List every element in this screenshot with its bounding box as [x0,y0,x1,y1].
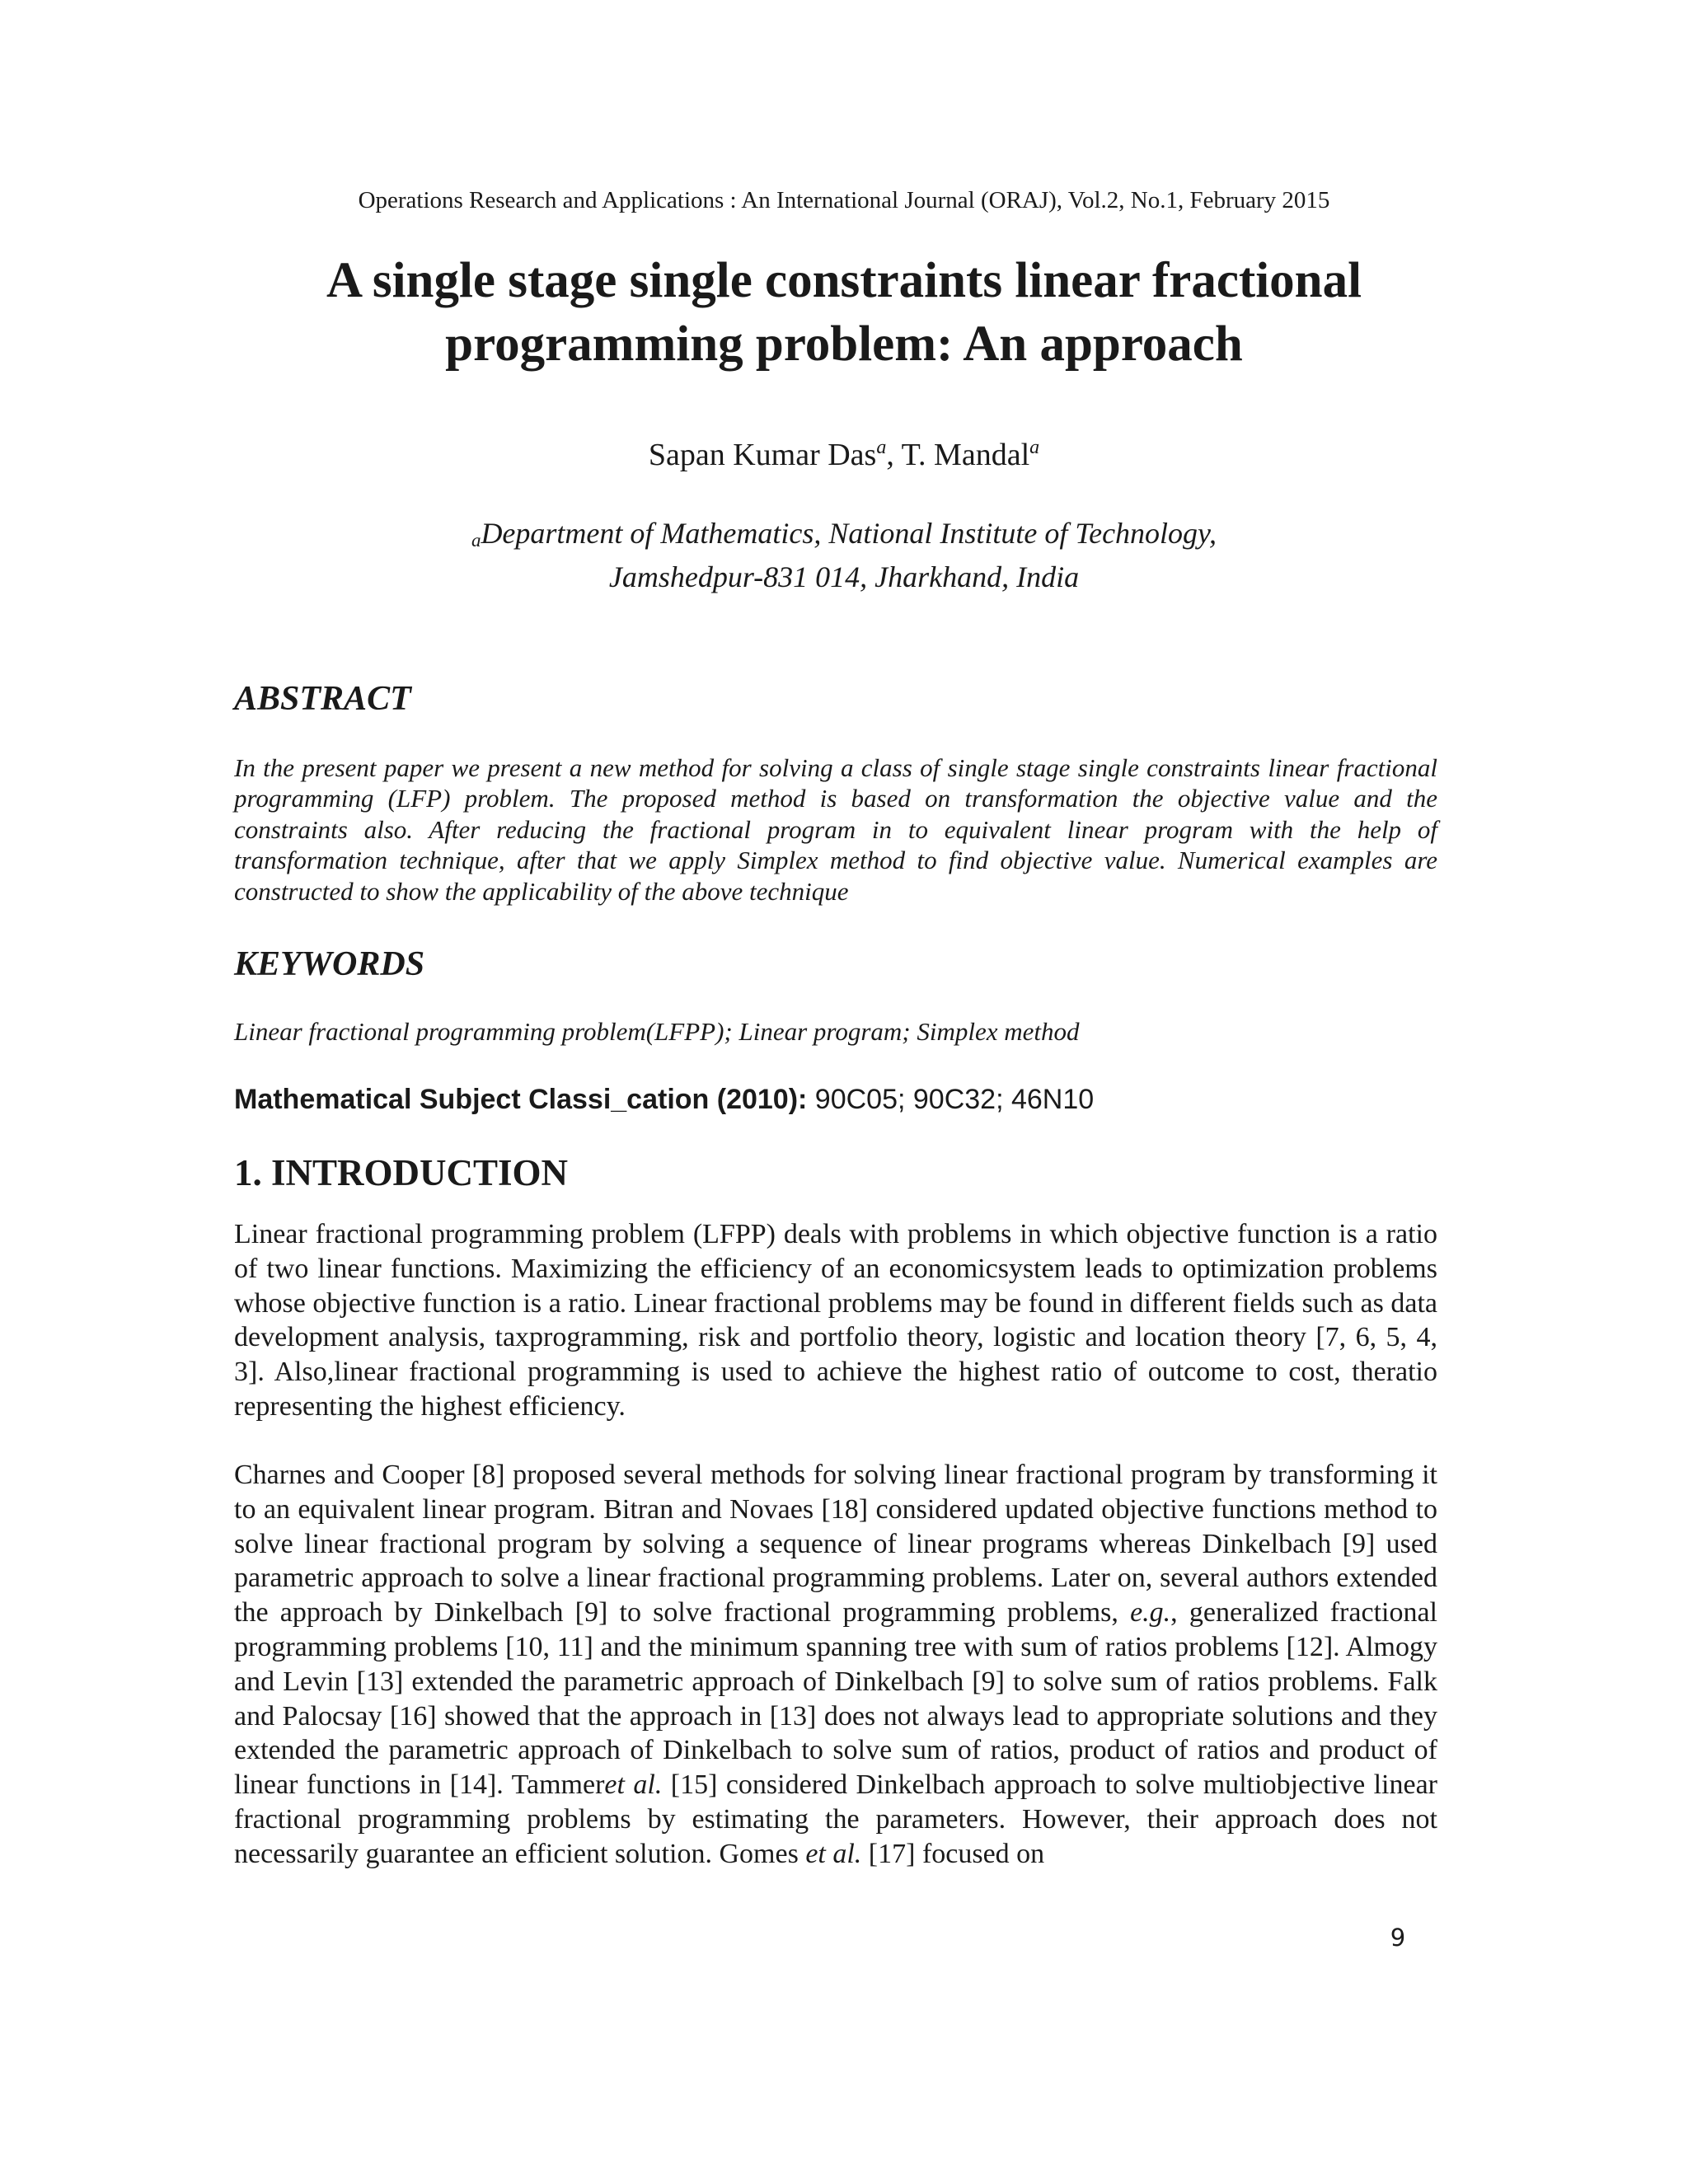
msc-codes: 90C05; 90C32; 46N10 [807,1084,1095,1115]
affiliation-line-1 [0,515,1688,559]
affiliation-mark: a [876,437,887,458]
page-number: 9 [1390,1924,1406,1952]
paper-title [185,249,1503,376]
affiliation-line-2: Jamshedpur-831 014, Jharkhand, India [608,560,1080,593]
paragraph-text: [17] focused on [861,1838,1045,1869]
paragraph-italic-text: e.g. [1130,1597,1171,1629]
paragraph-italic-text: et al. [604,1769,663,1801]
abstract-heading: ABSTRACT [234,680,411,718]
paragraph-italic-text: et al. [805,1838,862,1869]
keywords-text: Linear fractional programming problem(LFPP); Linear program; Simplex method [234,1017,1080,1046]
author-name: Sapan Kumar Das [648,438,877,472]
paragraph-text: , generalized fractional programming problems [10, 11] and the minimum spanning tree with sum of ratios problems [12]. Almogy and Levin [13] extended the parametric approach of Dinkelbach [9] to solve sum of ratios problems. Falk and Palocsay [16] showed that the approach in [13] does not always lead to appropriate solutions and they extended the parametric approach of Dinkelbach to solve sum of ratios, product of ratios and product of linear functions in [14]. Tammer [234,1597,1437,1801]
introduction-paragraph-2 [234,1458,1437,1872]
running-header: Operations Research and Applications : An International Journal (ORAJ), Vol.2, No.1, February 2015 [358,187,1330,213]
introduction-paragraph-1: Linear fractional programming problem (LFPP) deals with problems in which objective function is a ratio of two linear functions. Maximizing the efficiency of an economicsystem leads to optimization problems whose objective function is a ratio. Linear fractional problems may be found in different fields such as data development analysis, taxprogramming, risk and portfolio theory, logistic and location theory [7, 6, 5, 4, 3]. Also,linear fractional programming is used to achieve the highest ratio of outcome to cost, theratio representing the highest efficiency. [234,1219,1437,1422]
introduction-heading: 1. INTRODUCTION [234,1152,569,1193]
msc-label: Mathematical Subject Classi_cation (2010): [234,1084,808,1115]
paper-title-line-2: programming problem: An approach [445,316,1243,372]
paper-title-line-1: A single stage single constraints linear fractional [326,253,1362,308]
author-separator: , [886,438,902,472]
msc-classification [234,1082,1437,1117]
affiliation-mark: a [1029,437,1040,458]
author-affiliation [0,515,1688,595]
paragraph-text: Charnes and Cooper [8] proposed several methods for solving linear fractional program by transforming it to an equivalent linear program. Bitran and Novaes [18] considered updated objective functions method to solve linear fractional program by solving a sequence of linear programs whereas Dinkelbach [9] used parametric approach to solve a linear fractional programming problems. Later on, several authors extended the approach by Dinkelbach [9] to solve fractional programming problems, [234,1460,1437,1629]
author-list [0,429,1688,474]
affiliation-marker: a [471,530,481,551]
keywords-heading: KEYWORDS [234,945,425,983]
author-name: T. Mandal [901,438,1030,472]
paragraph-text: [15] considered Dinkelbach approach to solve multiobjective linear fractional programming problems by estimating the parameters. However, their approach does not necessarily guarantee an efficient solution. Gomes [234,1769,1438,1869]
abstract-text: In the present paper we present a new method for solving a class of single stage single constraints linear fractional programming (LFP) problem. The proposed method is based on transformation the objective value and the constraints also. After reducing the fractional program in to equivalent linear program with the help of transformation technique, after that we apply Simplex method to find objective value. Numerical examples are constructed to show the applicability of the above technique [234,753,1437,906]
affiliation-line-1-text: Department of Mathematics, National Institute of Technology, [481,517,1217,550]
